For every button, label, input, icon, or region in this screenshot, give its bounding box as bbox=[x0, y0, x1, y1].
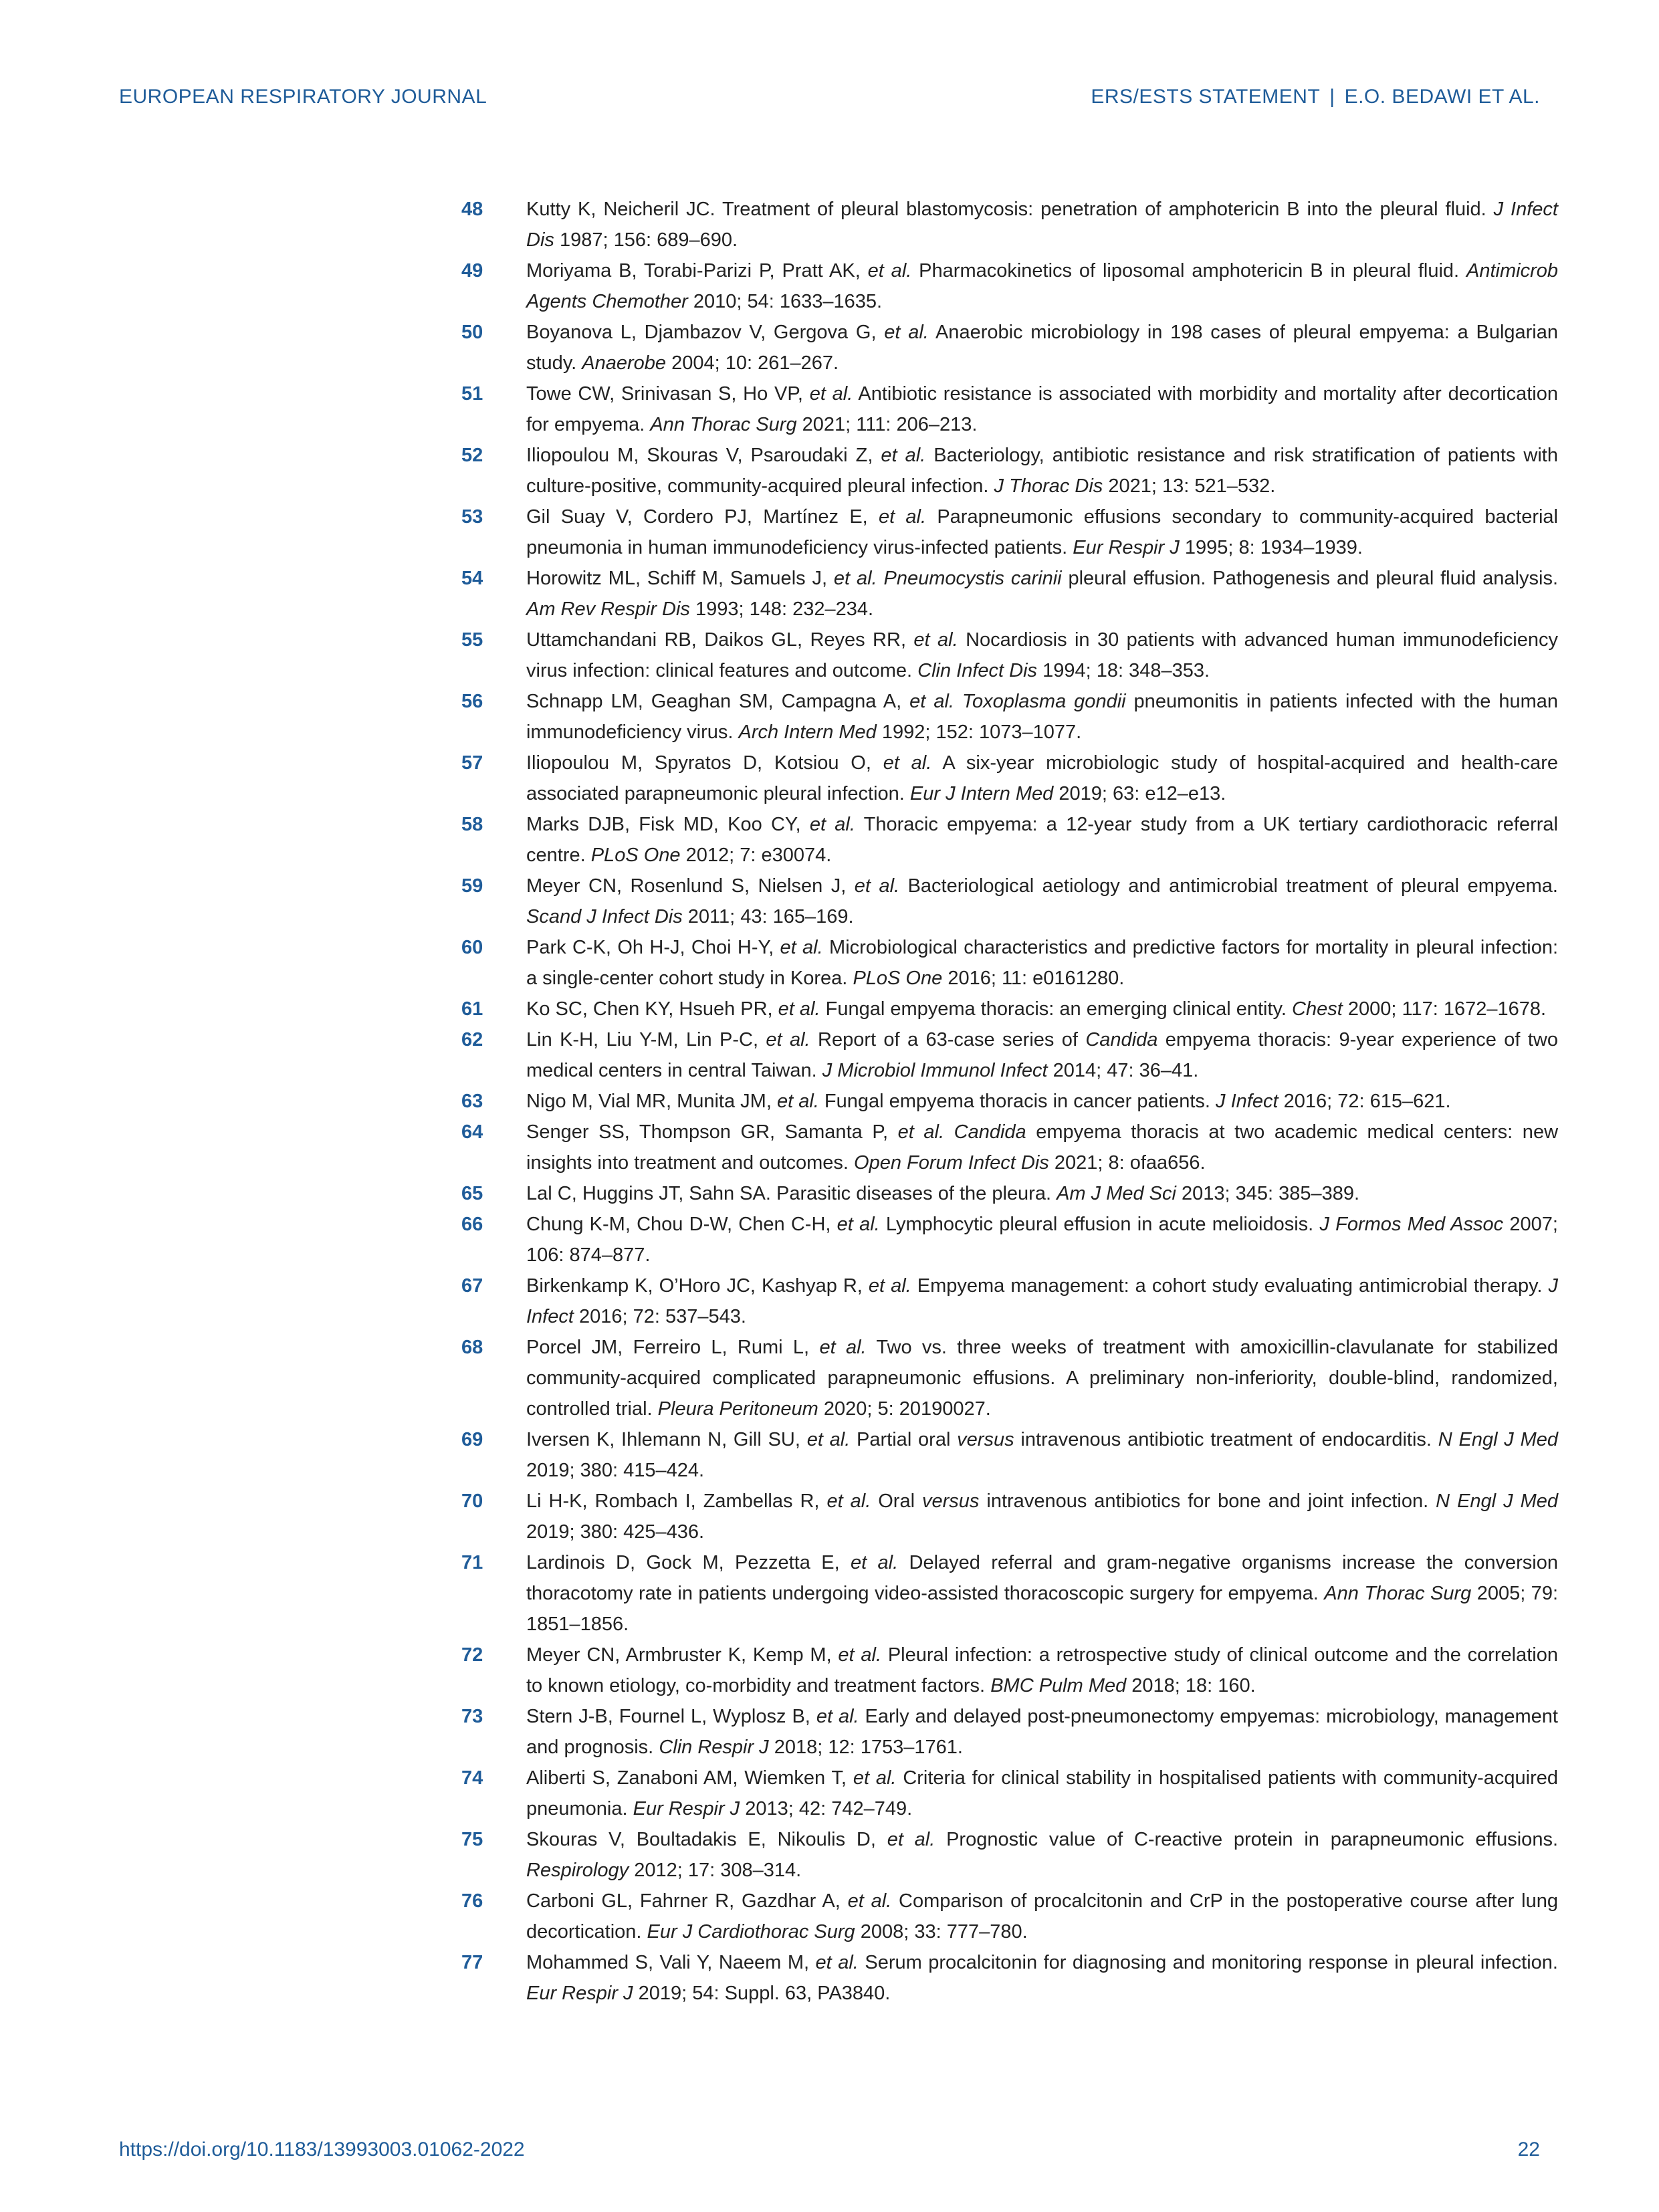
reference-et-al: et al. bbox=[868, 1275, 911, 1297]
reference-authors: Senger SS, Thompson GR, Samanta P, bbox=[526, 1121, 898, 1143]
reference-number: 71 bbox=[461, 1552, 483, 1573]
reference-et-al: et al. bbox=[883, 752, 932, 774]
reference-title: Serum procalcitonin for diagnosing and monitoring response in pleural infection. bbox=[858, 1952, 1558, 1973]
reference-citation: 2011; 43: 165–169. bbox=[682, 906, 854, 927]
reference-authors: Lal C, Huggins JT, Sahn SA. Parasitic diseases of the pleura. bbox=[526, 1183, 1057, 1204]
reference-citation: 2018; 12: 1753–1761. bbox=[768, 1737, 963, 1758]
reference-authors: Marks DJB, Fisk MD, Koo CY, bbox=[526, 814, 810, 835]
reference-journal: Eur Respir J bbox=[1073, 537, 1180, 558]
reference-item bbox=[461, 1332, 1558, 1424]
reference-citation: 1987; 156: 689–690. bbox=[554, 229, 738, 251]
reference-citation: 2012; 17: 308–314. bbox=[629, 1860, 802, 1881]
reference-number: 56 bbox=[461, 691, 483, 712]
reference-title bbox=[877, 568, 884, 589]
reference-authors: Chung K-M, Chou D-W, Chen C-H, bbox=[526, 1214, 837, 1235]
reference-title-cont: empyema thoracis at two academic medical centers: new insights into treatment and outcomes. bbox=[526, 1121, 1559, 1174]
reference-et-al: et al. bbox=[837, 1214, 880, 1235]
reference-italic-term: Pneumocystis carinii bbox=[883, 568, 1062, 589]
reference-title-cont: pleural effusion. Pathogenesis and pleural fluid analysis. bbox=[1061, 568, 1559, 589]
reference-citation: 2005; 79: 1851–1856. bbox=[526, 1583, 1559, 1635]
reference-title: Comparison of procalcitonin and CrP in the postoperative course after lung decortication. bbox=[526, 1890, 1558, 1943]
reference-item bbox=[461, 194, 1558, 255]
reference-authors: Schnapp LM, Geaghan SM, Campagna A, bbox=[526, 691, 910, 712]
reference-et-al: et al. bbox=[887, 1829, 935, 1850]
reference-authors: Li H-K, Rombach I, Zambellas R, bbox=[526, 1490, 827, 1512]
reference-journal: Eur Respir J bbox=[526, 1983, 633, 2004]
reference-authors: Boyanova L, Djambazov V, Gergova G, bbox=[526, 322, 885, 343]
reference-journal: J Infect bbox=[526, 1275, 1559, 1327]
running-header bbox=[1091, 86, 1540, 108]
reference-authors: Porcel JM, Ferreiro L, Rumi L, bbox=[526, 1337, 820, 1358]
reference-item bbox=[461, 563, 1558, 625]
reference-title: Report of a 63-case series of bbox=[810, 1029, 1086, 1050]
reference-item bbox=[461, 1701, 1558, 1763]
reference-item bbox=[461, 686, 1558, 748]
reference-number: 51 bbox=[461, 383, 483, 405]
reference-et-al: et al. bbox=[816, 1706, 859, 1727]
reference-authors: Nigo M, Vial MR, Munita JM, bbox=[526, 1091, 777, 1112]
reference-item bbox=[461, 1424, 1558, 1486]
reference-item bbox=[461, 625, 1558, 686]
reference-authors: Stern J-B, Fournel L, Wyplosz B, bbox=[526, 1706, 816, 1727]
reference-number: 59 bbox=[461, 875, 483, 897]
reference-citation: 2018; 18: 160. bbox=[1126, 1675, 1256, 1696]
reference-item bbox=[461, 502, 1558, 563]
reference-title: Anaerobic microbiology in 198 cases of pleural empyema: a Bulgarian study. bbox=[526, 322, 1559, 374]
reference-et-al: et al. bbox=[847, 1890, 892, 1912]
reference-authors: Skouras V, Boultadakis E, Nikoulis D, bbox=[526, 1829, 887, 1850]
reference-item bbox=[461, 1886, 1558, 1947]
reference-number: 74 bbox=[461, 1767, 483, 1789]
reference-item bbox=[461, 317, 1558, 378]
reference-et-al: et al. bbox=[780, 937, 823, 958]
reference-et-al: et al. bbox=[809, 814, 855, 835]
reference-citation: 1995; 8: 1934–1939. bbox=[1179, 537, 1363, 558]
reference-title: Oral bbox=[871, 1490, 922, 1512]
reference-italic-term: Candida bbox=[1085, 1029, 1158, 1050]
reference-number: 77 bbox=[461, 1952, 483, 1973]
reference-item bbox=[461, 1117, 1558, 1178]
reference-et-al: et al. bbox=[766, 1029, 810, 1050]
reference-number: 72 bbox=[461, 1644, 483, 1666]
reference-journal: J Thorac Dis bbox=[994, 475, 1103, 497]
reference-title: Prognostic value of C-reactive protein in parapneumonic effusions. bbox=[935, 1829, 1558, 1850]
reference-journal: Open Forum Infect Dis bbox=[854, 1152, 1049, 1174]
reference-citation: 2008; 33: 777–780. bbox=[855, 1921, 1028, 1943]
reference-journal: Am J Med Sci bbox=[1057, 1183, 1176, 1204]
reference-authors: Moriyama B, Torabi-Parizi P, Pratt AK, bbox=[526, 260, 868, 282]
header-authors: E.O. BEDAWI ET AL. bbox=[1344, 86, 1540, 108]
reference-number: 50 bbox=[461, 322, 483, 343]
reference-item bbox=[461, 255, 1558, 317]
reference-journal: Am Rev Respir Dis bbox=[526, 598, 690, 620]
reference-title-cont: intravenous antibiotics for bone and joint infection. bbox=[979, 1490, 1436, 1512]
reference-number: 54 bbox=[461, 568, 483, 589]
reference-journal: J Formos Med Assoc bbox=[1319, 1214, 1504, 1235]
reference-authors: Meyer CN, Armbruster K, Kemp M, bbox=[526, 1644, 839, 1666]
reference-number: 60 bbox=[461, 937, 483, 958]
reference-citation: 2016; 11: e0161280. bbox=[942, 968, 1125, 989]
reference-italic-term: versus bbox=[957, 1429, 1014, 1450]
reference-journal: Ann Thorac Surg bbox=[650, 414, 797, 435]
reference-title: Delayed referral and gram-negative organisms increase the conversion thoracotomy rate in patients undergoing video-assisted thoracoscopic surgery for empyema. bbox=[526, 1552, 1558, 1604]
reference-citation: 1994; 18: 348–353. bbox=[1037, 660, 1210, 681]
reference-et-al: et al. bbox=[838, 1644, 882, 1666]
reference-journal: Anaerobe bbox=[582, 352, 667, 374]
reference-item bbox=[461, 1547, 1558, 1640]
reference-et-al: et al. bbox=[884, 322, 929, 343]
reference-authors: Mohammed S, Vali Y, Naeem M, bbox=[526, 1952, 816, 1973]
reference-title: Nocardiosis in 30 patients with advanced human immunodeficiency virus infection: clinical features and outcome. bbox=[526, 629, 1558, 681]
reference-authors: Iliopoulou M, Spyratos D, Kotsiou O, bbox=[526, 752, 883, 774]
reference-authors: Aliberti S, Zanaboni AM, Wiemken T, bbox=[526, 1767, 853, 1789]
reference-title: Bacteriology, antibiotic resistance and risk stratification of patients with culture-positive, community-acquired pleural infection. bbox=[526, 445, 1558, 497]
reference-number: 61 bbox=[461, 998, 483, 1020]
reference-authors: Lin K-H, Liu Y-M, Lin P-C, bbox=[526, 1029, 766, 1050]
reference-journal: Eur J Cardiothorac Surg bbox=[647, 1921, 855, 1943]
reference-number: 52 bbox=[461, 445, 483, 466]
reference-journal: Ann Thorac Surg bbox=[1324, 1583, 1472, 1604]
reference-journal: N Engl J Med bbox=[1436, 1490, 1558, 1512]
reference-title-cont: pneumonitis in patients infected with the human immunodeficiency virus. bbox=[526, 691, 1558, 743]
reference-item bbox=[461, 1763, 1558, 1824]
reference-italic-term: versus bbox=[922, 1490, 980, 1512]
reference-journal: Clin Infect Dis bbox=[917, 660, 1038, 681]
reference-citation: 2014; 47: 36–41. bbox=[1047, 1060, 1199, 1081]
reference-number: 53 bbox=[461, 506, 483, 528]
reference-journal: Scand J Infect Dis bbox=[526, 906, 683, 927]
reference-citation: 2010; 54: 1633–1635. bbox=[687, 291, 883, 312]
reference-citation: 2019; 63: e12–e13. bbox=[1053, 783, 1226, 804]
reference-item bbox=[461, 1178, 1558, 1209]
reference-number: 66 bbox=[461, 1214, 483, 1235]
reference-number: 58 bbox=[461, 814, 483, 835]
reference-authors: Park C-K, Oh H-J, Choi H-Y, bbox=[526, 937, 780, 958]
reference-et-al: et al. bbox=[778, 998, 820, 1020]
reference-citation: 2021; 8: ofaa656. bbox=[1048, 1152, 1206, 1174]
reference-citation: 2016; 72: 615–621. bbox=[1278, 1091, 1451, 1112]
reference-item bbox=[461, 1086, 1558, 1117]
reference-journal: N Engl J Med bbox=[1438, 1429, 1558, 1450]
reference-number: 70 bbox=[461, 1490, 483, 1512]
reference-citation: 2013; 345: 385–389. bbox=[1176, 1183, 1360, 1204]
reference-et-al: et al. bbox=[897, 1121, 945, 1143]
reference-number: 68 bbox=[461, 1337, 483, 1358]
reference-item bbox=[461, 1270, 1558, 1332]
reference-journal: Arch Intern Med bbox=[738, 722, 877, 743]
reference-number: 62 bbox=[461, 1029, 483, 1050]
reference-number: 67 bbox=[461, 1275, 483, 1297]
reference-et-al: et al. bbox=[826, 1490, 871, 1512]
reference-number: 63 bbox=[461, 1091, 483, 1112]
reference-citation: 2021; 13: 521–532. bbox=[1103, 475, 1276, 497]
reference-title: Lymphocytic pleural effusion in acute melioidosis. bbox=[879, 1214, 1320, 1235]
reference-title-cont: intravenous antibiotic treatment of endocarditis. bbox=[1014, 1429, 1438, 1450]
reference-number: 65 bbox=[461, 1183, 483, 1204]
section-label: ERS/ESTS STATEMENT bbox=[1091, 86, 1321, 108]
reference-journal: Pleura Peritoneum bbox=[657, 1398, 818, 1420]
reference-title: Fungal empyema thoracis in cancer patients. bbox=[818, 1091, 1216, 1112]
journal-name: EUROPEAN RESPIRATORY JOURNAL bbox=[119, 86, 487, 108]
reference-authors: Uttamchandani RB, Daikos GL, Reyes RR, bbox=[526, 629, 914, 651]
reference-item bbox=[461, 1209, 1558, 1270]
reference-title bbox=[944, 1121, 954, 1143]
reference-authors: Iversen K, Ihlemann N, Gill SU, bbox=[526, 1429, 807, 1450]
reference-authors: Ko SC, Chen KY, Hsueh PR, bbox=[526, 998, 778, 1020]
reference-authors: Birkenkamp K, O’Horo JC, Kashyap R, bbox=[526, 1275, 869, 1297]
reference-item bbox=[461, 871, 1558, 932]
reference-journal: PLoS One bbox=[590, 845, 681, 866]
reference-authors: Kutty K, Neicheril JC. Treatment of pleural blastomycosis: penetration of amphotericin B into the pleural fluid. bbox=[526, 199, 1494, 220]
reference-title: Fungal empyema thoracis: an emerging clinical entity. bbox=[820, 998, 1293, 1020]
reference-et-al: et al. bbox=[815, 1952, 859, 1973]
reference-number: 73 bbox=[461, 1706, 483, 1727]
reference-et-al: et al. bbox=[913, 629, 958, 651]
reference-title bbox=[954, 691, 962, 712]
reference-list bbox=[461, 194, 1558, 2009]
reference-number: 55 bbox=[461, 629, 483, 651]
reference-authors: Iliopoulou M, Skouras V, Psaroudaki Z, bbox=[526, 445, 881, 466]
reference-et-al: et al. bbox=[809, 383, 853, 405]
reference-number: 57 bbox=[461, 752, 483, 774]
reference-title: Early and delayed post-pneumonectomy empyemas: microbiology, management and prognosis. bbox=[526, 1706, 1558, 1758]
reference-number: 64 bbox=[461, 1121, 483, 1143]
reference-et-al: et al. bbox=[878, 506, 927, 528]
reference-item bbox=[461, 1947, 1558, 2009]
reference-et-al: et al. bbox=[819, 1337, 867, 1358]
reference-citation: 2007; 106: 874–877. bbox=[526, 1214, 1558, 1266]
reference-item bbox=[461, 809, 1558, 871]
reference-title: Bacteriological aetiology and antimicrobial treatment of pleural empyema. bbox=[899, 875, 1558, 897]
reference-citation: 2000; 117: 1672–1678. bbox=[1342, 998, 1547, 1020]
reference-item bbox=[461, 1486, 1558, 1547]
reference-number: 48 bbox=[461, 199, 483, 220]
page-number: 22 bbox=[1517, 2138, 1540, 2161]
reference-number: 76 bbox=[461, 1890, 483, 1912]
reference-journal: J Microbiol Immunol Infect bbox=[822, 1060, 1048, 1081]
reference-et-al: et al. bbox=[881, 445, 926, 466]
reference-item bbox=[461, 378, 1558, 440]
reference-item bbox=[461, 440, 1558, 502]
reference-title: Antibiotic resistance is associated with morbidity and mortality after decortication for empyema. bbox=[526, 383, 1558, 435]
reference-item bbox=[461, 748, 1558, 809]
reference-authors: Horowitz ML, Schiff M, Samuels J, bbox=[526, 568, 834, 589]
reference-authors: Meyer CN, Rosenlund S, Nielsen J, bbox=[526, 875, 855, 897]
reference-et-al: et al. bbox=[776, 1091, 819, 1112]
reference-citation: 2019; 380: 415–424. bbox=[526, 1460, 705, 1481]
reference-title: Two vs. three weeks of treatment with amoxicillin-clavulanate for stabilized community-acquired complicated parapneumonic effusions. A preliminary non-inferiority, double-blind, randomized, controlled trial. bbox=[526, 1337, 1558, 1420]
reference-title: Pharmacokinetics of liposomal amphotericin B in pleural fluid. bbox=[911, 260, 1466, 282]
reference-citation: 2013; 42: 742–749. bbox=[740, 1798, 913, 1819]
reference-title: Partial oral bbox=[850, 1429, 958, 1450]
reference-authors: Lardinois D, Gock M, Pezzetta E, bbox=[526, 1552, 851, 1573]
reference-journal: Antimicrob Agents Chemother bbox=[526, 260, 1558, 312]
reference-citation: 2021; 111: 206–213. bbox=[796, 414, 978, 435]
reference-et-al: et al. bbox=[853, 1767, 897, 1789]
reference-citation: 2004; 10: 261–267. bbox=[666, 352, 839, 374]
reference-title: Empyema management: a cohort study evaluating antimicrobial therapy. bbox=[911, 1275, 1549, 1297]
header-separator: | bbox=[1329, 86, 1335, 108]
reference-title: Thoracic empyema: a 12-year study from a UK tertiary cardiothoracic referral centre. bbox=[526, 814, 1558, 866]
reference-title: Criteria for clinical stability in hospitalised patients with community-acquired pneumonia. bbox=[526, 1767, 1558, 1819]
reference-journal: Respirology bbox=[526, 1860, 629, 1881]
reference-title: Microbiological characteristics and predictive factors for mortality in pleural infection: a single-center cohort study in Korea. bbox=[526, 937, 1559, 989]
reference-journal: Eur Respir J bbox=[633, 1798, 740, 1819]
reference-italic-term: Toxoplasma gondii bbox=[962, 691, 1126, 712]
reference-citation: 2012; 7: e30074. bbox=[680, 845, 832, 866]
reference-item bbox=[461, 994, 1558, 1024]
reference-item bbox=[461, 932, 1558, 994]
reference-journal: J Infect Dis bbox=[526, 199, 1558, 251]
reference-journal: BMC Pulm Med bbox=[990, 1675, 1127, 1696]
reference-number: 49 bbox=[461, 260, 483, 282]
reference-authors: Towe CW, Srinivasan S, Ho VP, bbox=[526, 383, 810, 405]
reference-title: Parapneumonic effusions secondary to community-acquired bacterial pneumonia in human immunodeficiency virus-infected patients. bbox=[526, 506, 1558, 558]
reference-et-al: et al. bbox=[850, 1552, 899, 1573]
reference-italic-term: Candida bbox=[954, 1121, 1026, 1143]
reference-citation: 1993; 148: 232–234. bbox=[689, 598, 874, 620]
reference-citation: 2019; 54: Suppl. 63, PA3840. bbox=[633, 1983, 891, 2004]
reference-number: 75 bbox=[461, 1829, 483, 1850]
reference-journal: PLoS One bbox=[853, 968, 943, 989]
reference-title-cont: empyema thoracis: 9-year experience of two medical centers in central Taiwan. bbox=[526, 1029, 1558, 1081]
reference-et-al: et al. bbox=[833, 568, 877, 589]
doi-link[interactable]: https://doi.org/10.1183/13993003.01062-2022 bbox=[119, 2138, 525, 2161]
reference-et-al: et al. bbox=[806, 1429, 851, 1450]
reference-authors: Carboni GL, Fahrner R, Gazdhar A, bbox=[526, 1890, 848, 1912]
reference-et-al: et al. bbox=[854, 875, 900, 897]
reference-journal: Clin Respir J bbox=[659, 1737, 769, 1758]
reference-item bbox=[461, 1640, 1558, 1701]
reference-item bbox=[461, 1824, 1558, 1886]
reference-citation: 2019; 380: 425–436. bbox=[526, 1521, 705, 1543]
reference-title: A six-year microbiologic study of hospital-acquired and health-care associated parapneumonic pleural infection. bbox=[526, 752, 1559, 804]
reference-authors: Gil Suay V, Cordero PJ, Martínez E, bbox=[526, 506, 879, 528]
reference-citation: 2016; 72: 537–543. bbox=[573, 1306, 746, 1327]
reference-title: Pleural infection: a retrospective study of clinical outcome and the correlation to known etiology, co-morbidity and treatment factors. bbox=[526, 1644, 1559, 1696]
reference-journal: Chest bbox=[1292, 998, 1343, 1020]
reference-et-al: et al. bbox=[867, 260, 912, 282]
reference-citation: 2020; 5: 20190027. bbox=[818, 1398, 991, 1420]
reference-journal: Eur J Intern Med bbox=[909, 783, 1054, 804]
reference-journal: J Infect bbox=[1216, 1091, 1279, 1112]
reference-et-al: et al. bbox=[909, 691, 954, 712]
reference-item bbox=[461, 1024, 1558, 1086]
reference-citation: 1992; 152: 1073–1077. bbox=[876, 722, 1082, 743]
reference-number: 69 bbox=[461, 1429, 483, 1450]
